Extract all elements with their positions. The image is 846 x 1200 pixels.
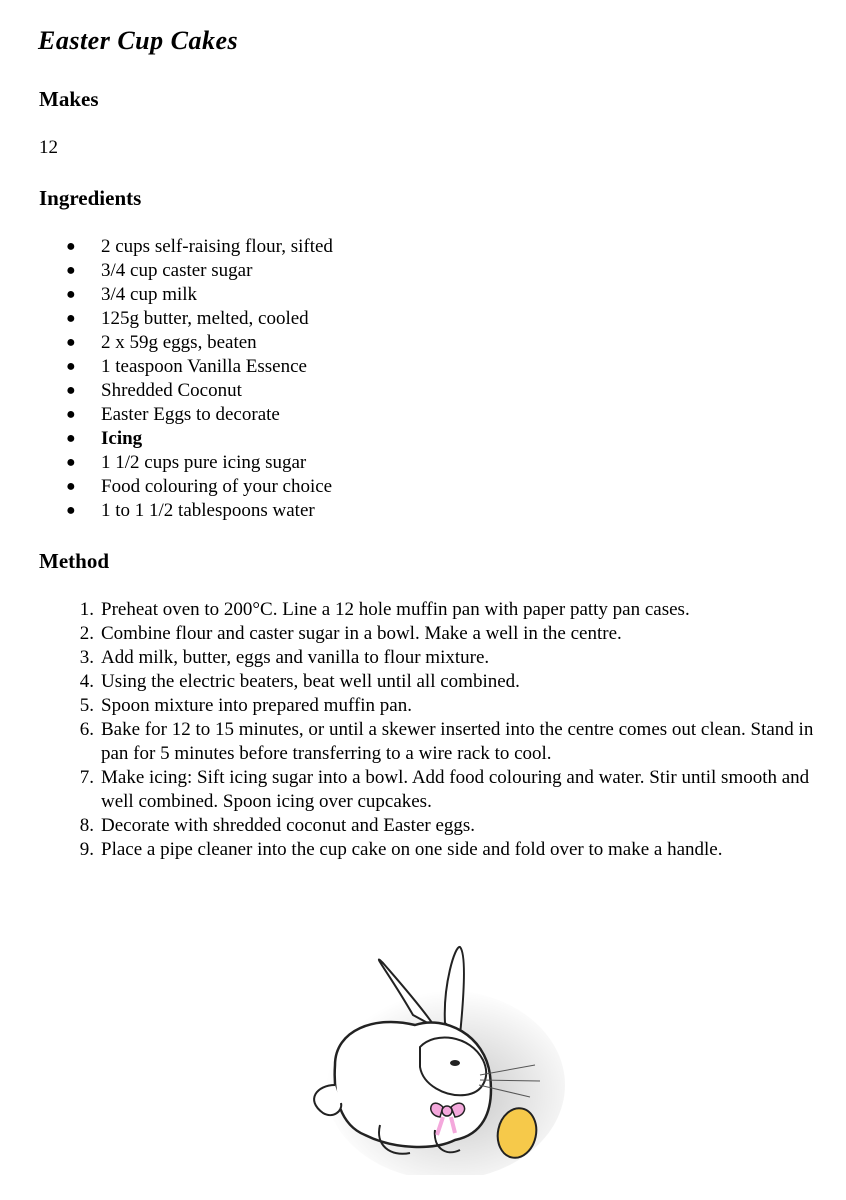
ingredients-list (0, 235, 333, 523)
bullet-icon: ● (66, 238, 76, 255)
ingredient-item: ● 2 x 59g eggs, beaten (66, 332, 257, 353)
ingredient-item-icing: ● Icing (66, 428, 143, 449)
ingredient-item: ● 1 1/2 cups pure icing sugar (66, 452, 307, 473)
ingredient-item: ● Easter Eggs to decorate (66, 404, 280, 425)
method-step: 2. Combine flour and caster sugar in a bowl. Make a well in the centre. (79, 623, 622, 644)
bullet-icon: ● (66, 286, 76, 303)
method-step: 7. Make icing: Sift icing sugar into a bowl. Add food colouring and water. Stir until smooth and well combined. Spoon icing over cupcakes. (79, 767, 810, 812)
bullet-icon: ● (66, 358, 76, 375)
ingredients-heading: Ingredients (39, 186, 142, 210)
ingredient-item: ● Shredded Coconut (66, 380, 242, 401)
method-step: 5. Spoon mixture into prepared muffin pan. (79, 695, 412, 716)
ingredient-item: ● 1 to 1 1/2 tablespoons water (66, 500, 315, 521)
bullet-icon: ● (66, 478, 76, 495)
bullet-icon: ● (66, 502, 76, 519)
method-step: 1. Preheat oven to 200°C. Line a 12 hole muffin pan with paper patty pan cases. (79, 599, 690, 620)
method-step: 3. Add milk, butter, eggs and vanilla to flour mixture. (79, 647, 490, 668)
method-step: 8. Decorate with shredded coconut and Easter eggs. (79, 815, 476, 836)
bullet-icon: ● (66, 310, 76, 327)
ingredient-item: ● 3/4 cup milk (66, 284, 198, 305)
ingredient-item: ● Food colouring of your choice (66, 476, 333, 497)
method-step: 4. Using the electric beaters, beat well until all combined. (79, 671, 520, 692)
makes-value: 12 (39, 137, 58, 158)
bullet-icon: ● (66, 406, 76, 423)
ingredient-item: ● 2 cups self-raising flour, sifted (66, 236, 333, 257)
ingredient-item: ● 1 teaspoon Vanilla Essence (66, 356, 307, 377)
ingredient-item: ● 3/4 cup caster sugar (66, 260, 253, 281)
bullet-icon: ● (66, 382, 76, 399)
method-step: 6. Bake for 12 to 15 minutes, or until a skewer inserted into the centre comes out clean. Stand in pan for 5 minutes before transferring to a wire rack to cool. (79, 719, 814, 764)
method-step: 9. Place a pipe cleaner into the cup cake on one side and fold over to make a handle. (79, 839, 723, 860)
bullet-icon: ● (66, 454, 76, 471)
bullet-icon: ● (66, 430, 76, 447)
easter-bunny-with-egg-icon (295, 935, 565, 1175)
method-heading: Method (39, 549, 109, 573)
makes-heading: Makes (39, 87, 99, 111)
bullet-icon: ● (66, 334, 76, 351)
recipe-title: Easter Cup Cakes (38, 26, 239, 55)
ingredient-item: ● 125g butter, melted, cooled (66, 308, 309, 329)
method-list (0, 598, 821, 862)
bullet-icon: ● (66, 262, 76, 279)
